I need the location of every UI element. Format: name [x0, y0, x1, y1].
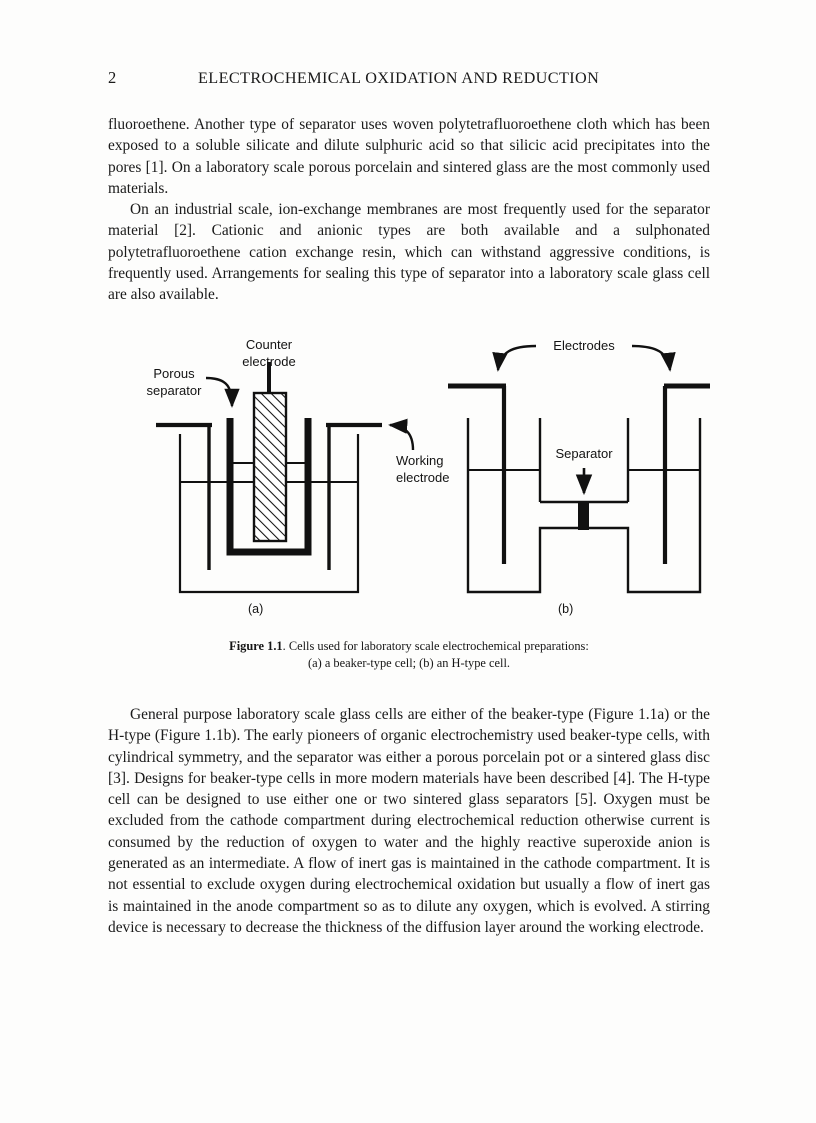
figure-sublabel-b: (b): [558, 602, 574, 616]
body-text-bottom: [108, 704, 710, 938]
counter-electrode-label-line1: Counter: [245, 337, 293, 352]
counter-electrode-label-line2: electrode: [242, 354, 296, 369]
figure-caption-line2: (a) a beaker-type cell; (b) an H-type cell.: [307, 655, 511, 670]
page-number: 2: [108, 68, 117, 87]
porous-separator-label-line1: Porous: [153, 366, 195, 381]
figure-sublabel-a: (a): [248, 602, 264, 616]
porous-separator-label-line2: separator: [146, 383, 202, 398]
working-electrode-label-line2: electrode: [396, 470, 450, 485]
electrodes-arrow-right-icon: [632, 346, 670, 370]
counter-electrode-rod: [254, 393, 286, 541]
running-head-title: ELECTROCHEMICAL OXIDATION AND REDUCTION: [198, 69, 600, 87]
running-head: [108, 68, 710, 92]
h-type-cell-diagram: [448, 338, 710, 592]
working-electrode-arrow-icon: [390, 425, 413, 450]
figure-caption-label: Figure 1.1: [229, 639, 283, 653]
electrodes-label: Electrodes: [553, 338, 615, 353]
body-text-top: [108, 114, 710, 306]
paragraph-3: General purpose laboratory scale glass cells are either of the beaker-type (Figure 1.1a) or the H-type (Figure 1.1b). The early pioneers of organic electrochemistry used beaker-type cells, with cylindrical symmetry, and the separator was either a porous porcelain pot or a sintered glass disc [3]. Designs for beaker-type cells in more modern materials have been described [4]. The H-type cell can be designed to use either one or two sintered glass separators [5]. Oxygen must be excluded from the cathode compartment during electrochemical reduction otherwise current is consumed by the reduction of oxygen to water and the highly reactive superoxide anion is generated as an intermediate. A flow of inert gas is maintained in the cathode compartment. It is not essential to exclude oxygen during electrochemical oxidation but usually a flow of inert gas is maintained in the anode compartment so as to dilute any oxygen, which is evolved. A stirring device is necessary to decrease the thickness of the diffusion layer around the working electrode.: [108, 706, 710, 936]
figure-caption: [156, 638, 662, 671]
separator-label: Separator: [555, 446, 613, 461]
beaker-type-cell-diagram: [147, 337, 450, 592]
electrodes-arrow-left-icon: [498, 346, 536, 370]
figure-diagrams: [108, 330, 710, 630]
working-electrode-label-line1: Working: [396, 453, 444, 468]
figure-caption-line1: . Cells used for laboratory scale electrochemical preparations:: [282, 639, 589, 653]
figure-1-1: [108, 330, 710, 690]
paragraph-2: On an industrial scale, ion-exchange membranes are most frequently used for the separator material [2]. Cationic and anionic types are both available and a sulphonated polytetrafluoroethene cation exchange resin, which can withstand aggressive conditions, is frequently used. Arrangements for sealing this type of separator into a laboratory scale glass cell are also available.: [108, 201, 710, 304]
porous-separator-arrow-icon: [206, 378, 232, 406]
separator-plug: [578, 502, 589, 530]
paragraph-1: fluoroethene. Another type of separator uses woven polytetrafluoroethene cloth which has been exposed to a soluble silicate and dilute sulphuric acid so that silicic acid precipitates into the pores [1]. On a laboratory scale porous porcelain and sintered glass are the most commonly used materials.: [108, 116, 710, 197]
